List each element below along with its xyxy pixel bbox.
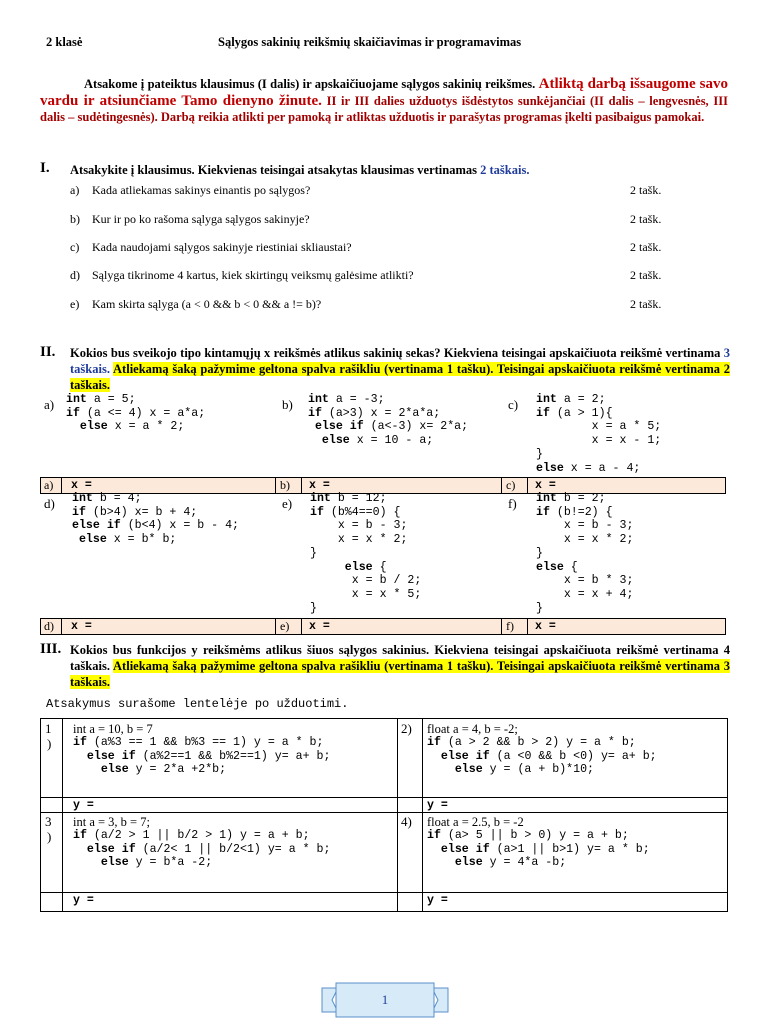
section2-roman: II. [40, 344, 56, 360]
section3-highlight: Atliekamą šaką pažymime geltona spalva rašikliu (vertinama 1 tašku). Teisingai apskaičiuota reikšmė vertinama 3 taškais. [70, 659, 730, 689]
code-line: if (a> 5 || b > 0) y = a + b; [427, 829, 629, 842]
section2-instructions [70, 345, 730, 393]
code-line: x = a * 5; [536, 420, 662, 434]
code-block-b [308, 393, 468, 448]
answer-field-3[interactable]: y = [73, 894, 94, 907]
code-line: else if (a <0 && b <0) y= a+ b; [440, 749, 657, 763]
code-line: else if (a<-3) x= 2*a; [314, 420, 469, 434]
document-title: Sąlygos sakinių reikšmių skaičiavimas ir programavimas [218, 35, 522, 49]
code-line: x = x + 4; [536, 587, 634, 601]
code-line: x = x * 2; [310, 533, 408, 547]
page-number: 1 [381, 992, 389, 1007]
section1-roman: I. [40, 160, 50, 176]
section2-points: 3 taškais. [70, 346, 731, 376]
code-line: if (b>4) x= b + 4; [72, 505, 198, 519]
code-line: if (a > 2 && b > 2) y = a * b; [427, 736, 636, 749]
code-block-d [72, 492, 239, 547]
answer-field-c[interactable]: x = [535, 479, 556, 492]
code-line: if (a <= 4) x = a*a; [66, 406, 206, 420]
code-line: else if (a/2< 1 || b/2<1) y= a * b; [86, 842, 331, 856]
code-block-e [310, 492, 421, 615]
question-points: 2 tašk. [630, 212, 662, 226]
section1-text: Atsakykite į klausimus. Kiekvienas teisingai atsakytas klausimas vertinamas [70, 163, 477, 177]
task-number-suffix: ) [47, 736, 52, 751]
question-label: e) [70, 297, 80, 311]
code-line: else y = 4*a -b; [454, 856, 567, 870]
code-line: else x = b* b; [78, 533, 177, 547]
code-line: } [536, 601, 543, 615]
section3-roman: III. [40, 641, 62, 657]
code-line: x = x * 2; [536, 533, 634, 547]
code-line: } [310, 601, 317, 615]
section3-instructions [70, 642, 730, 690]
code-block-c [536, 393, 661, 475]
answer-label: b) [280, 478, 290, 492]
section3-table [40, 718, 728, 912]
answer-label: f) [506, 619, 514, 633]
question-points: 2 tašk. [630, 297, 662, 311]
task-label: e) [282, 496, 293, 511]
answer-row-def [40, 618, 726, 635]
question-label: a) [70, 183, 80, 197]
task-number: 2) [401, 721, 412, 736]
task-init: float a = 2.5, b = -2 [427, 815, 524, 829]
code-line: else x = a * 2; [79, 420, 185, 434]
code-line: } [536, 447, 543, 461]
section2-highlight: Atliekamą šaką pažymime geltona spalva rašikliu (vertinama 1 tašku). Teisingai apskaičiuota reikšmė vertinama 2 taškais. [70, 362, 730, 392]
code-block-1 [73, 736, 330, 777]
task-init: int a = 10, b = 7 [73, 722, 153, 736]
code-line: if (b%4==0) { [310, 505, 401, 519]
code-line: if (a>3) x = 2*a*a; [308, 406, 441, 420]
code-line: else y = 2*a +2*b; [100, 763, 227, 777]
answer-field-b[interactable]: x = [309, 479, 330, 492]
code-line: else y = (a + b)*10; [454, 763, 595, 777]
code-line: } [536, 546, 543, 560]
task-init: int a = 3, b = 7; [73, 815, 150, 829]
answer-label: c) [506, 478, 516, 492]
document-header [46, 35, 722, 53]
question-text: Kada naudojami sąlygos sakinyje riestiniai skliaustai? [92, 240, 352, 254]
code-line: else x = 10 - a; [321, 434, 434, 448]
code-line: else y = b*a -2; [100, 856, 213, 870]
section1-points: 2 taškais. [480, 163, 530, 177]
question-label: c) [70, 240, 80, 254]
question-label: d) [70, 268, 80, 282]
code-line: else if (b<4) x = b - 4; [72, 519, 240, 533]
code-line: if (a%3 == 1 && b%3 == 1) y = a * b; [73, 736, 324, 749]
task-init: float a = 4, b = -2; [427, 722, 518, 736]
code-block-4 [427, 829, 650, 870]
code-line: x = x - 1; [536, 434, 662, 448]
code-line: else { [536, 560, 578, 574]
answer-label: e) [280, 619, 290, 633]
task-number: 4) [401, 814, 412, 829]
answer-field-d[interactable]: x = [71, 620, 92, 633]
question-text: Sąlyga tikrinome 4 kartus, kiek skirtingų veiksmų galėsime atlikti? [92, 268, 414, 282]
task-label: c) [508, 397, 519, 412]
answer-label: d) [44, 619, 54, 633]
code-line: if (a/2 > 1 || b/2 > 1) y = a + b; [73, 829, 310, 842]
code-line: x = x * 5; [310, 587, 422, 601]
task-label: d) [44, 496, 55, 511]
answer-label: a) [44, 478, 54, 492]
code-line: int a = 5; [66, 393, 136, 406]
code-block-a [66, 393, 205, 434]
question-text: Kur ir po ko rašoma sąlyga sąlygos sakinyje? [92, 212, 310, 226]
code-line: x = b / 2; [310, 574, 422, 588]
code-line: else x = a - 4; [536, 461, 641, 475]
answer-field-a[interactable]: x = [71, 479, 92, 492]
answer-field-e[interactable]: x = [309, 620, 330, 633]
class-label: 2 klasė [46, 35, 83, 49]
code-line: if (b!=2) { [536, 505, 613, 519]
code-line: int b = 2; [536, 492, 606, 505]
code-line: x = b * 3; [536, 574, 634, 588]
code-line: int b = 4; [72, 492, 142, 505]
code-line: if (a > 1){ [536, 406, 613, 420]
section3-text: Kokios bus funkcijos y reikšmėms atlikus šiuos sąlygos sakinius. Kiekviena teisingai apskaičiuota reikšmė vertinama 4 taškais. [70, 643, 730, 673]
task-number: 1 [45, 721, 52, 736]
code-block-f [536, 492, 633, 615]
task-number-suffix: ) [47, 829, 52, 844]
intro-part1: Atsakome į pateiktus klausimus (I dalis) ir apskaičiuojame sąlygos sakinių reikšmes. [84, 77, 536, 91]
question-text: Kada atliekamas sakinys einantis po sąlygos? [92, 183, 311, 197]
task-label: b) [282, 397, 293, 412]
code-line: else { [344, 560, 387, 574]
page-number-badge [320, 980, 450, 1020]
code-line: x = b - 3; [310, 519, 408, 533]
section2-text: Kokios bus sveikojo tipo kintamųjų x reikšmės atlikus sakinių sekas? Kiekviena teisingai apskaičiuota reikšmė vertinama [70, 346, 721, 360]
intro-part2: Atliktą darbą išsaugome savo vardu ir atsiunčiame Tamo dienyno žinute. [40, 76, 728, 109]
code-line: x = b - 3; [536, 519, 634, 533]
intro-paragraph [40, 76, 728, 126]
answer-field-f[interactable]: x = [535, 620, 556, 633]
question-text: Kam skirta sąlyga (a < 0 && b < 0 && a != b)? [92, 297, 322, 311]
code-line: int a = 2; [536, 393, 606, 406]
task-label: a) [44, 397, 55, 412]
task-label: f) [508, 496, 517, 511]
code-line: else if (a%2==1 && b%2==1) y= a+ b; [86, 749, 331, 763]
question-points: 2 tašk. [630, 183, 662, 197]
question-label: b) [70, 212, 80, 226]
answer-field-4[interactable]: y = [427, 894, 448, 907]
question-points: 2 tašk. [630, 268, 662, 282]
question-points: 2 tašk. [630, 240, 662, 254]
answer-field-1[interactable]: y = [73, 799, 94, 812]
code-line: else if (a>1 || b>1) y= a * b; [440, 842, 650, 856]
answer-field-2[interactable]: y = [427, 799, 448, 812]
code-line: int a = -3; [308, 393, 385, 406]
intro-part3: II ir III dalies užduotys išdėstytos sunkėjančiai (II dalis – lengvesnės, III dalis – sudėtingesnės). Darbą reikia atlikti per pamoką ir atliktas užduotis ir parašytas programas įkelti pasibaigus pamokai. [40, 93, 728, 124]
code-line: int b = 12; [310, 492, 387, 505]
code-block-2 [427, 736, 657, 777]
section3-note: Atsakymus surašome lentelėje po užduotimi. [46, 697, 349, 711]
code-line: } [310, 546, 317, 560]
task-number: 3 [45, 814, 52, 829]
code-block-3 [73, 829, 330, 870]
